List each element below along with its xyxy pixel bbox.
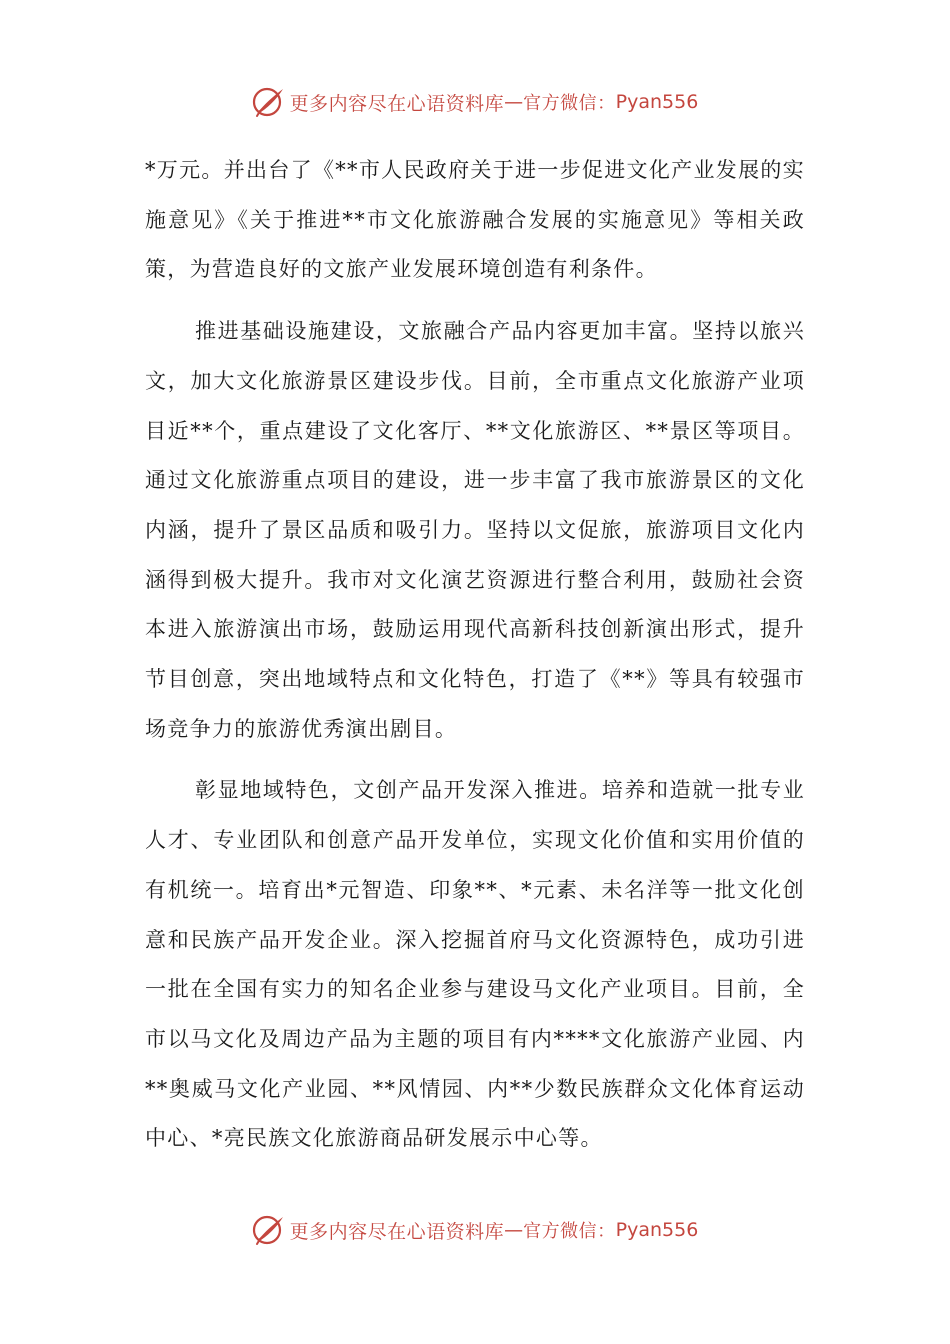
header-dash: — xyxy=(504,91,524,113)
footer-banner xyxy=(0,1210,950,1250)
footer-wechat-label: 官方微信： xyxy=(523,1221,616,1242)
document-body xyxy=(145,146,805,1176)
header-wechat-id: Pyan556 xyxy=(615,91,699,113)
paragraph-cultural-products: 彰显地域特色，文创产品开发深入推进。培养和造就一批专业人才、专业团队和创意产品开发单位，实现文化价值和实用价值的有机统一。培育出*元智造、印象**、*元素、未名洋等一批文化创意和民族产品开发企业。深入挖掘首府马文化资源特色，成功引进一批在全国有实力的知名企业参与建设马文化产业项目。目前，全市以马文化及周边产品为主题的项目有内****文化旅游产业园、内**奥威马文化产业园、**风情园、内**少数民族群众文化体育运动中心、*亮民族文化旅游商品研发展示中心等。 xyxy=(145,778,805,1151)
paragraph-continuation: *万元。并出台了《**市人民政府关于进一步促进文化产业发展的实施意见》《关于推进**市文化旅游融合发展的实施意见》等相关政策，为营造良好的文旅产业发展环境创造有利条件。 xyxy=(145,158,805,282)
header-wechat-label: 官方微信： xyxy=(523,93,616,114)
quill-pen-logo-icon xyxy=(252,85,286,119)
footer-dash: — xyxy=(504,1219,524,1241)
paragraph-infrastructure: 推进基础设施建设，文旅融合产品内容更加丰富。坚持以旅兴文，加大文化旅游景区建设步伐。目前，全市重点文化旅游产业项目近**个，重点建设了文化客厅、**文化旅游区、**景区等项目。通过文化旅游重点项目的建设，进一步丰富了我市旅游景区的文化内涵，提升了景区品质和吸引力。坚持以文促旅，旅游项目文化内涵得到极大提升。我市对文化演艺资源进行整合利用，鼓励社会资本进入旅游演出市场，鼓励运用现代高新科技创新演出形式，提升节目创意，突出地域特点和文化特色，打造了《**》等具有较强市场竞争力的旅游优秀演出剧目。 xyxy=(145,319,805,741)
footer-wechat-id: Pyan556 xyxy=(615,1219,699,1241)
footer-brand-text: 更多内容尽在心语资料库 xyxy=(289,1220,505,1243)
header-banner xyxy=(0,82,950,122)
quill-pen-logo-icon xyxy=(252,1213,286,1247)
header-brand-text: 更多内容尽在心语资料库 xyxy=(289,92,505,115)
